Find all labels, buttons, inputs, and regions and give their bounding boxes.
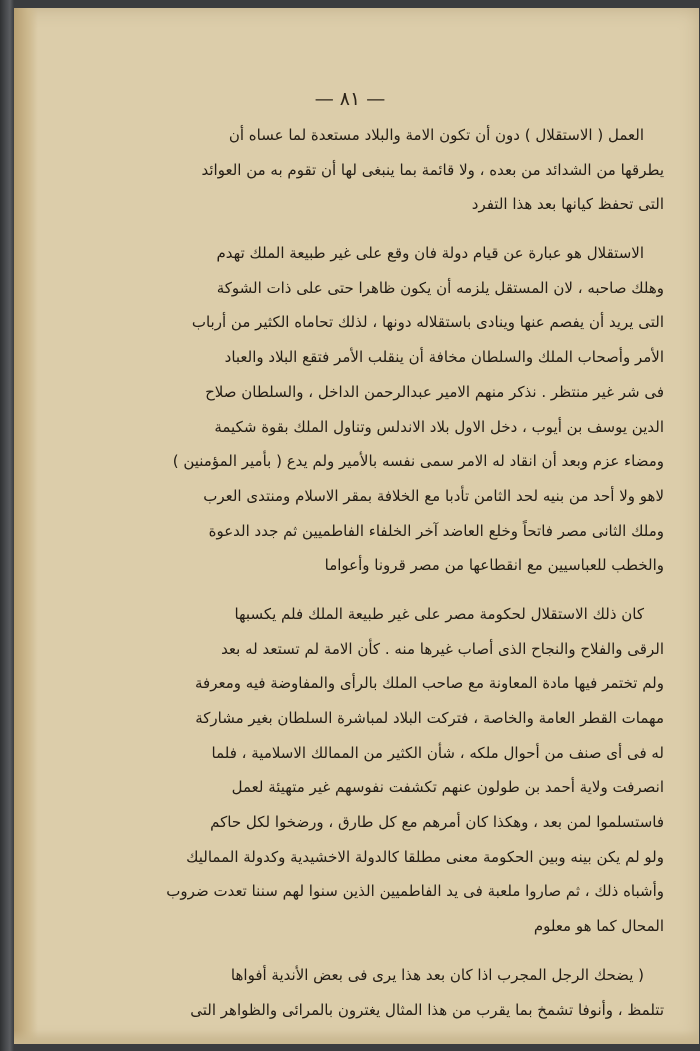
page-gutter-shadow bbox=[14, 8, 38, 1044]
text-line: لاهو ولا أحد من بنيه لحد الثامن تأدبا مع الخلافة بمقر الاسلام ومنتدى العرب bbox=[203, 486, 664, 505]
text-line: الرقى والفلاح والنجاح الذى أصاب غيرها منه . كأن الامة لم تستعد له بعد bbox=[221, 639, 664, 658]
text-line: المحال كما هو معلوم bbox=[533, 917, 664, 936]
text-line: وملك الثانى مصر فاتحاً وخلع العاضد آخر الخلفاء الفاطميين ثم جدد الدعوة bbox=[208, 521, 664, 540]
text-line: وأشباه ذلك ، ثم صاروا ملعبة فى يد الفاطميين الذين سنوا لهم سننا تعدت ضروب bbox=[166, 882, 664, 901]
text-line: التى يريد أن يفصم عنها وينادى باستقلاله دونها ، لذلك تحاماه الكثير من أرباب bbox=[191, 313, 664, 332]
text-line: الأمر وأصحاب الملك والسلطان مخافة أن ينقلب الأمر فتقع البلاد والعباد bbox=[224, 348, 664, 367]
text-line: ولو لم يكن بينه وبين الحكومة معنى مطلقا كالدولة الاخشيدية وكدولة المماليك bbox=[186, 847, 664, 866]
paragraph bbox=[84, 118, 664, 222]
paragraph-gap bbox=[84, 222, 664, 236]
text-line: ومضاء عزم وبعد أن انقاد له الامر سمى نفسه بالأمير ولم يدع ( بأمير المؤمنين ) bbox=[172, 452, 664, 471]
text-line: كان ذلك الاستقلال لحكومة مصر على غير طبيعة الملك فلم يكسبها bbox=[234, 604, 644, 623]
text-line: الدين يوسف بن أيوب ، دخل الاول بلاد الاندلس وتناول الملك بقوة شكيمة bbox=[214, 417, 664, 436]
page-bottom-edge bbox=[14, 1030, 698, 1044]
paragraph-gap bbox=[84, 583, 664, 597]
text-line: العمل ( الاستقلال ) دون أن تكون الامة والبلاد مستعدة لما عساه أن bbox=[228, 126, 644, 144]
text-line: له فى أى صنف من أحوال ملكه ، شأن الكثير من الممالك الاسلامية ، فلما bbox=[211, 743, 664, 762]
text-line: ولم تختمر فيها مادة المعاونة مع صاحب الملك بالرأى والمفاوضة فيه ومعرفة bbox=[195, 674, 664, 693]
text-line: وهلك صاحبه ، لان المستقل يلزمه أن يكون ظاهرا حتى على ذات الشوكة bbox=[216, 278, 664, 297]
text-line: فاستسلموا لمن بعد ، وهكذا كان أمرهم مع كل طارق ، ورضخوا لكل حاكم bbox=[210, 813, 664, 832]
body-text bbox=[84, 118, 664, 1027]
text-line: تتلمظ ، وأنوفا تشمخ بما يقرب من هذا المثال يغترون بالمرائى والظواهر التى bbox=[190, 1000, 664, 1019]
paragraph-gap bbox=[84, 944, 664, 958]
text-line: فى شر غير منتظر . نذكر منهم الامير عبدالرحمن الداخل ، والسلطان صلاح bbox=[205, 382, 664, 401]
page-number: — ٨١ — bbox=[314, 88, 386, 110]
paragraph bbox=[84, 236, 664, 583]
text-line: انصرفت ولاية أحمد بن طولون عنهم تكشفت نفوسهم غير متهيئة لعمل bbox=[231, 778, 664, 797]
paragraph bbox=[84, 958, 664, 1027]
text-line: ( يضحك الرجل المجرب اذا كان بعد هذا يرى فى بعض الأندية أفواها bbox=[230, 965, 644, 984]
text-line: مهمات القطر العامة والخاصة ، فتركت البلاد لمباشرة السلطان بغير مشاركة bbox=[195, 709, 664, 727]
text-line: والخطب للعباسيين مع انقطاعها من مصر قرونا وأعواما bbox=[324, 556, 664, 575]
text-line: التى تحفظ كيانها بعد هذا التفرد bbox=[471, 195, 664, 214]
text-line: الاستقلال هو عبارة عن قيام دولة فان وقع على غير طبيعة الملك تهدم bbox=[216, 244, 644, 263]
text-line: يطرقها من الشدائد من بعده ، ولا قائمة بما ينبغى لها أن تقوم به من العوائد bbox=[201, 160, 664, 179]
paragraph bbox=[84, 597, 664, 944]
